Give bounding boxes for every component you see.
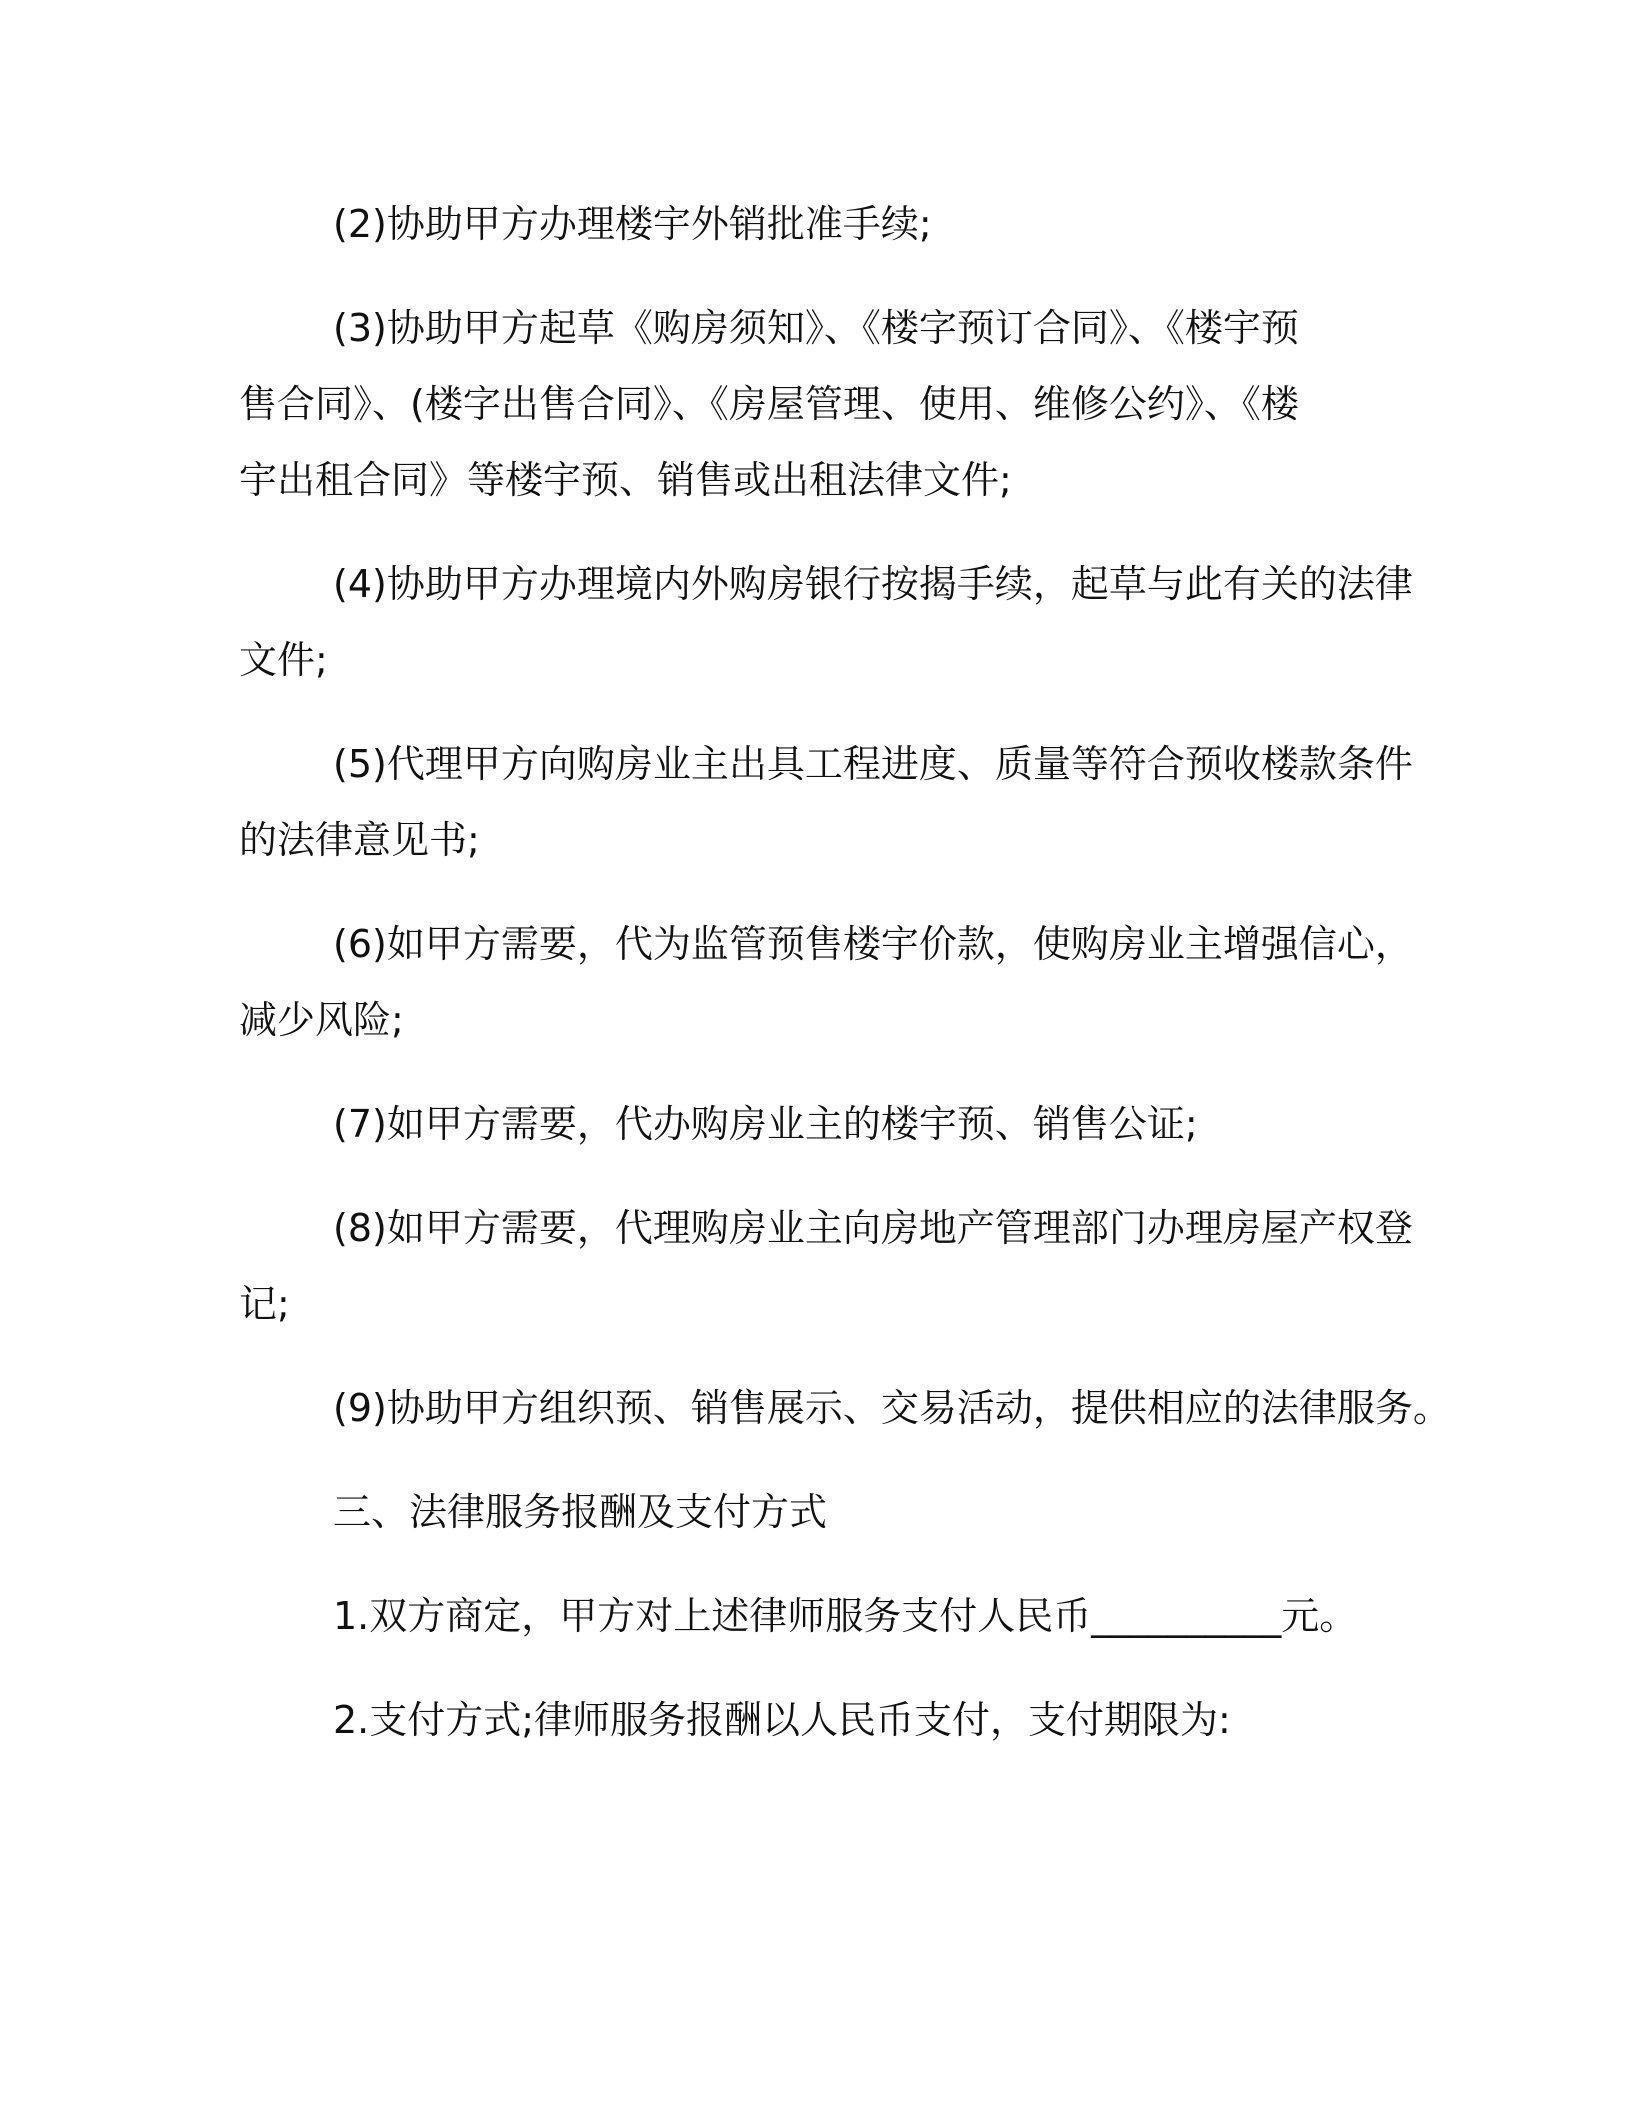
paragraph-item-5 [239,726,1419,878]
paragraph-item-9 [239,1370,1451,1446]
paragraph-line: 的法律意见书; [239,818,480,862]
paragraph-item-6 [239,906,1419,1058]
paragraph-line: (7)如甲方需要，代办购房业主的楼宇预、销售公证; [333,1102,1198,1146]
paragraph-line: (4)协助甲方办理境内外购房银行按揭手续，起草与此有关的法律 [333,562,1413,606]
paragraph-line: (2)协助甲方办理楼宇外销批准手续; [333,202,932,246]
paragraph-clause-2 [239,1682,1419,1758]
paragraph-line: (9)协助甲方组织预、销售展示、交易活动，提供相应的法律服务。 [333,1386,1451,1430]
paragraph-line: 文件; [239,638,328,682]
paragraph-line: 2.支付方式;律师服务报酬以人民币支付，支付期限为: [333,1698,1231,1742]
paragraph-item-8 [239,1190,1419,1342]
paragraph-item-2 [239,186,1419,262]
document-body [239,186,1451,1786]
paragraph-line: (8)如甲方需要，代理购房业主向房地产管理部门办理房屋产权登 [333,1206,1413,1250]
paragraph-line: (6)如甲方需要，代为监管预售楼宇价款，使购房业主增强信心， [333,922,1413,966]
paragraph-line: 宇出租合同》等楼宇预、销售或出租法律文件; [239,458,1012,502]
paragraph-line: 减少风险; [239,998,404,1042]
paragraph-line: (3)协助甲方起草《购房须知》、《楼字预订合同》、《楼宇预 [333,306,1299,350]
paragraph-item-3 [239,290,1419,518]
paragraph-line: 售合同》、(楼字出售合同》、《房屋管理、使用、维修公约》、《楼 [239,382,1299,426]
paragraph-clause-1 [239,1578,1419,1654]
section-heading [239,1474,1419,1550]
section-heading-text: 三、法律服务报酬及支付方式 [333,1490,828,1534]
paragraph-line: (5)代理甲方向购房业主出具工程进度、质量等符合预收楼款条件 [333,742,1413,786]
paragraph-line: 记; [239,1282,290,1326]
paragraph-item-7 [239,1086,1419,1162]
paragraph-line: 1.双方商定，甲方对上述律师服务支付人民币__________元。 [333,1594,1358,1638]
paragraph-item-4 [239,546,1419,698]
